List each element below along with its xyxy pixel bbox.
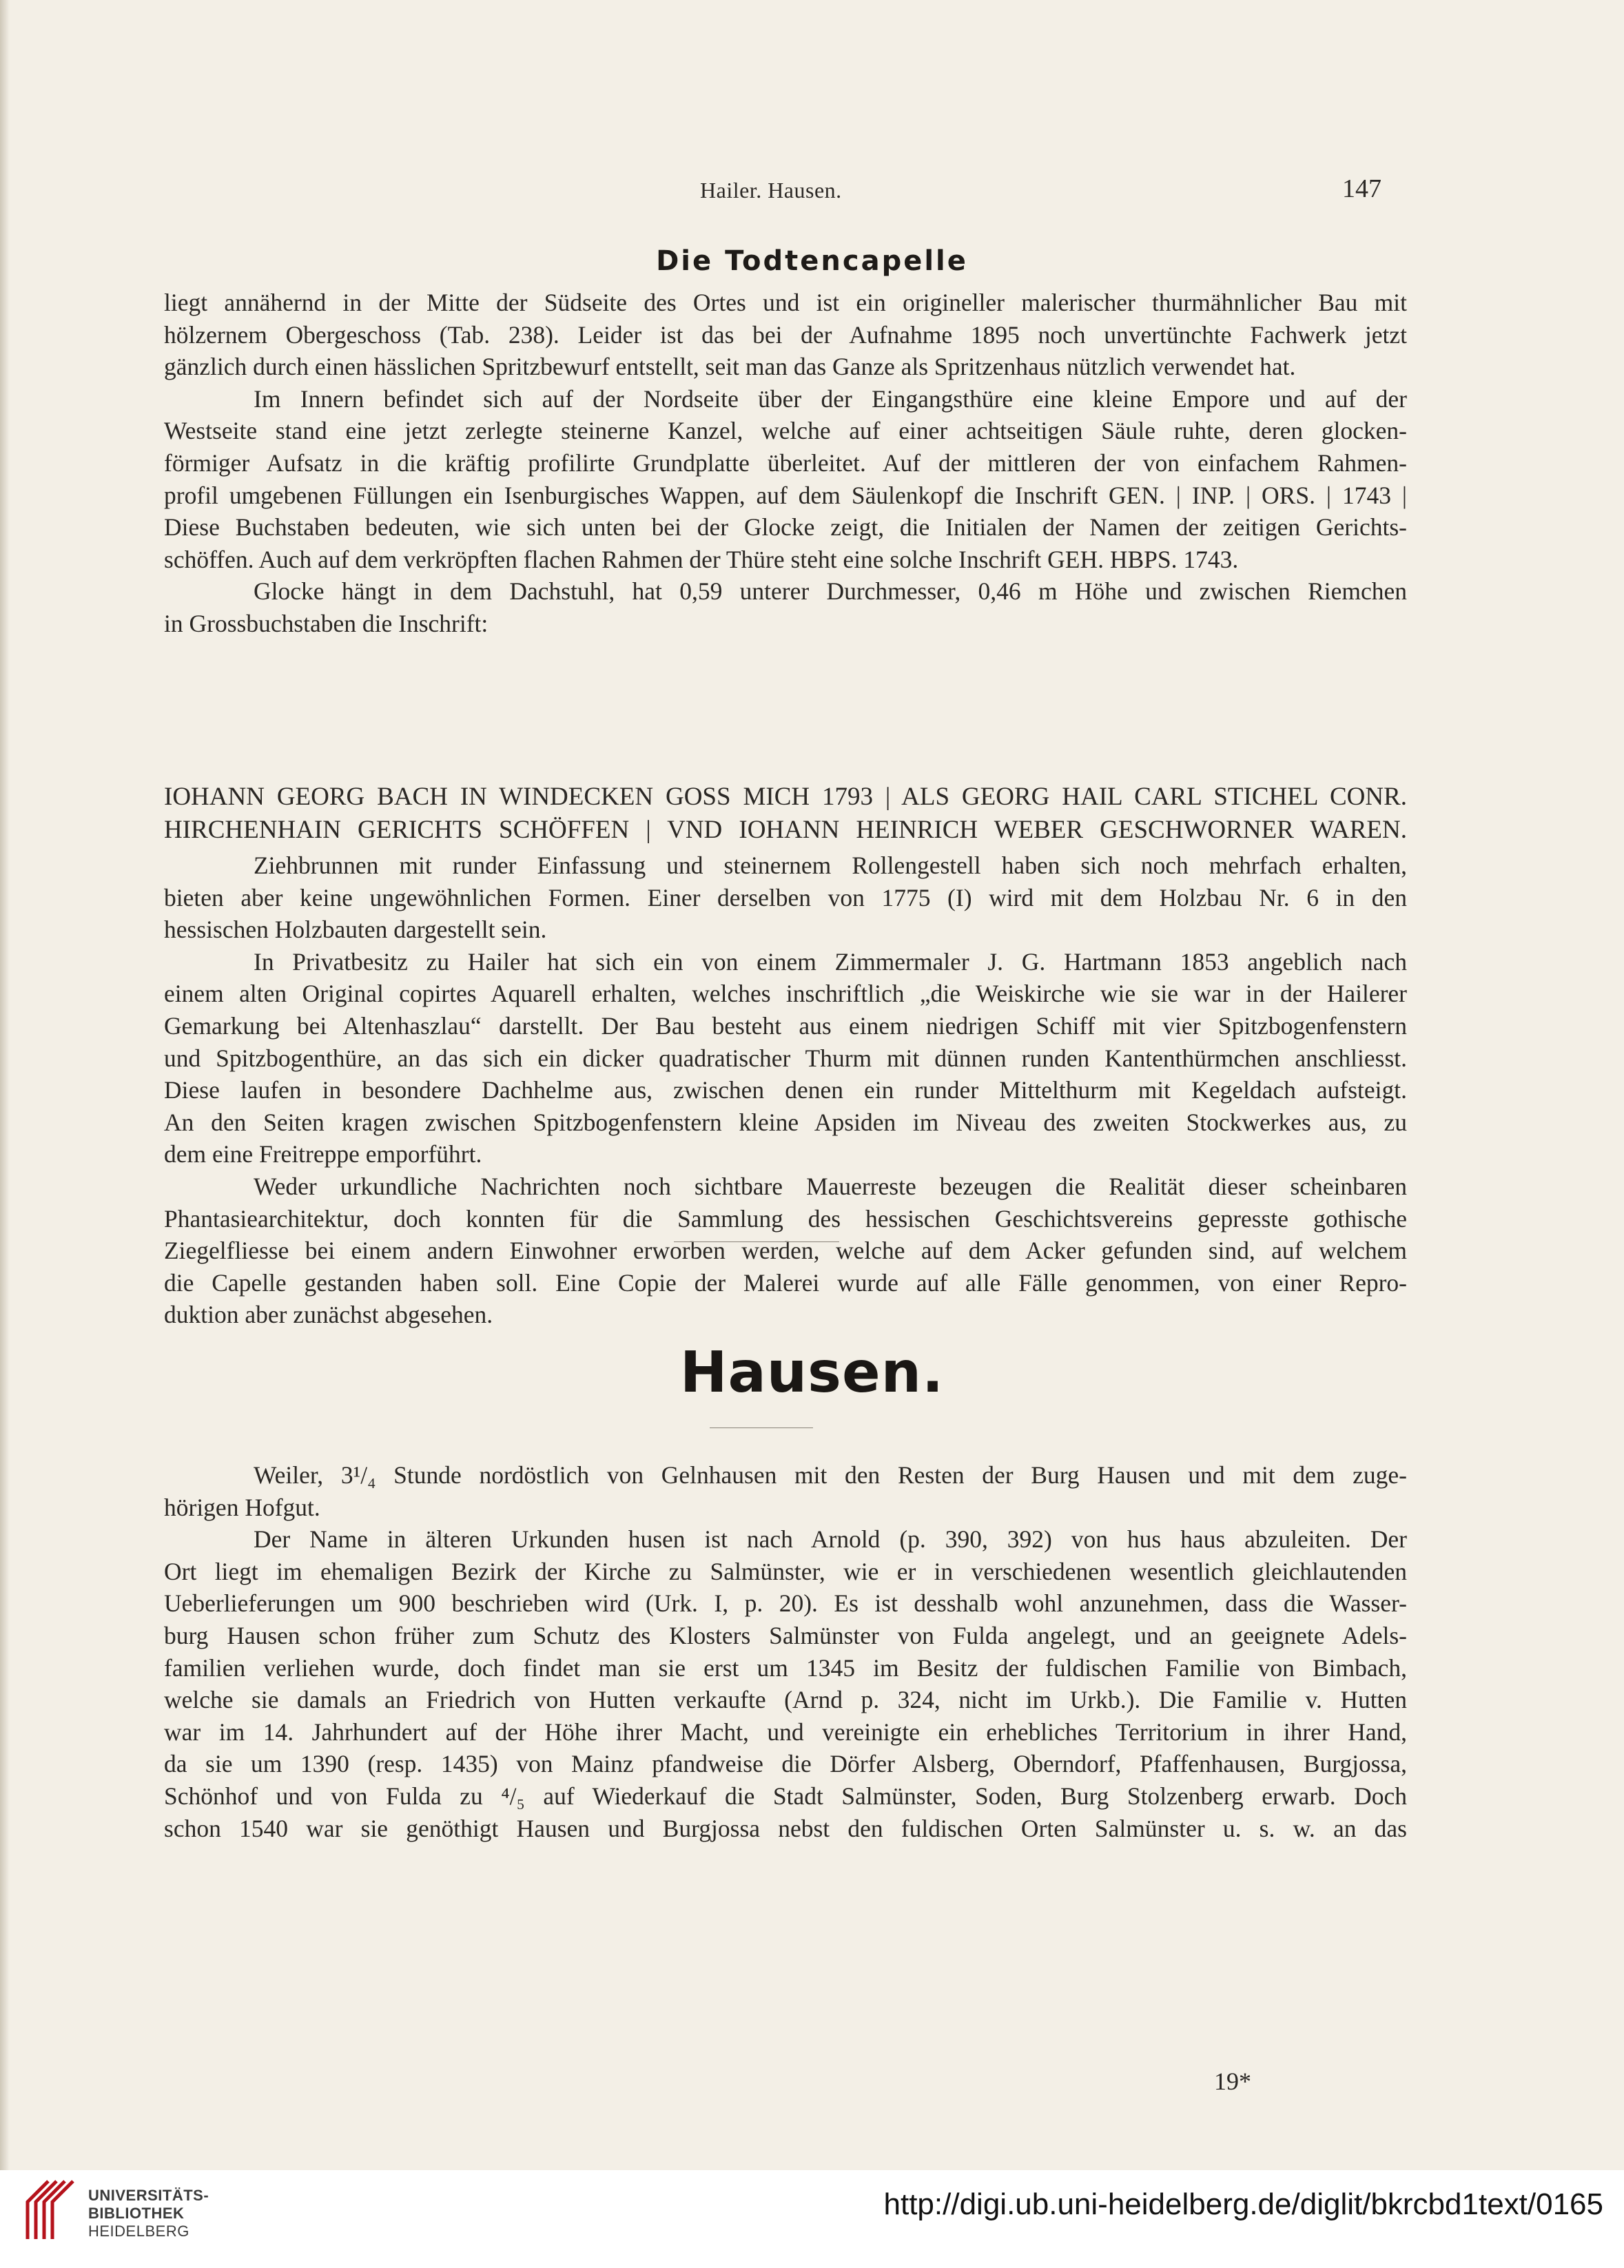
- page-edge-shadow: [0, 0, 10, 2170]
- section-divider: [674, 1241, 839, 1242]
- text-line: Diese Buchstaben bedeuten, wie sich unten bei der Glocke zeigt, die Initialen der Namen der zeitigen Gerichts-: [164, 513, 1407, 542]
- library-name-line3: HEIDELBERG: [88, 2223, 189, 2240]
- text-line: hessischen Holzbauten dargestellt sein.: [164, 916, 547, 944]
- text-line: Weder urkundliche Nachrichten noch sichtbare Mauerreste bezeugen die Realität dieser scheinbaren: [254, 1172, 1407, 1200]
- text-line: Phantasiearchitektur, doch konnten für die Sammlung des hessischen Geschichtsvereins gepresste gothische: [164, 1204, 1407, 1233]
- text-line: Weiler, 3¹/₄ Stunde nordöstlich von Gelnhausen mit den Resten der Burg Hausen und mit dem zuge-: [254, 1461, 1407, 1489]
- text-line: duktion aber zunächst abgesehen.: [164, 1301, 493, 1329]
- text-line: dem eine Freitreppe emporführt.: [164, 1140, 482, 1168]
- inscription-line: HIRCHENHAIN GERICHTS SCHÖFFEN | VND IOHANN HEINRICH WEBER GESCHWORNER WAREN.: [164, 816, 1407, 844]
- text-line: welche sie damals an Friedrich von Hutten verkaufte (Arnd p. 324, nicht im Urkb.). Die Familie v. Hutten: [164, 1686, 1407, 1714]
- text-line: da sie um 1390 (resp. 1435) von Mainz pfandweise die Dörfer Alsberg, Oberndorf, Pfaffenhausen, Burgjossa,: [164, 1750, 1407, 1778]
- bell-inscription: [164, 781, 1407, 847]
- text-line: und Spitzbogenthüre, an das sich ein dicker quadratischer Thurm mit dünnen runden Kantenthürmchen anschliesst.: [164, 1044, 1407, 1072]
- text-line: Der Name in älteren Urkunden husen ist nach Arnold (p. 390, 392) von hus haus abzuleiten. Der: [254, 1525, 1407, 1554]
- text-line: schon 1540 war sie genöthigt Hausen und Burgjossa nebst den fuldischen Orten Salmünster u. s. w. an das: [164, 1814, 1407, 1842]
- text-line: hörigen Hofgut.: [164, 1493, 320, 1521]
- text-line: in Grossbuchstaben die Inschrift:: [164, 609, 489, 637]
- text-line: Westseite stand eine jetzt zerlegte steinerne Kanzel, welche auf einer achtseitigen Säule ruhte, deren glocken-: [164, 417, 1407, 445]
- text-line: bieten aber keine ungewöhnlichen Formen. Einer derselben von 1775 (I) wird mit dem Holzbau Nr. 6 in den: [164, 883, 1407, 911]
- library-name-line1: UNIVERSITÄTS-: [88, 2187, 209, 2204]
- text-block-hausen: [164, 1459, 1407, 1844]
- text-line: Ziehbrunnen mit runder Einfassung und steinernem Rollengestell haben sich noch mehrfach erhalten,: [254, 852, 1407, 879]
- library-name: [88, 2187, 209, 2240]
- text-line: liegt annähernd in der Mitte der Südseite des Ortes und ist ein origineller malerischer thurmähnlicher Bau mit: [164, 289, 1407, 316]
- text-line: An den Seiten kragen zwischen Spitzbogenfenstern kleine Apsiden im Niveau des zweiten Stockwerkes aus, zu: [164, 1108, 1407, 1136]
- text-line: Diese laufen in besondere Dachhelme aus, zwischen denen ein runder Mittelthurm mit Kegeldach aufsteigt.: [164, 1076, 1407, 1104]
- text-line: hölzernem Obergeschoss (Tab. 238). Leider ist das bei der Aufnahme 1895 noch unvertünchte Fachwerk jetzt: [164, 320, 1407, 349]
- source-url-link[interactable]: http://digi.ub.uni-heidelberg.de/diglit/bkrcbd1text/0165: [883, 2187, 1603, 2221]
- text-line: schöffen. Auch auf dem verkröpften flachen Rahmen der Thüre steht eine solche Inschrift GEH. HBPS. 1743.: [164, 545, 1239, 573]
- title-divider: [710, 1427, 813, 1428]
- library-name-line2: BIBLIOTHEK: [88, 2205, 185, 2222]
- text-line: In Privatbesitz zu Hailer hat sich ein von einem Zimmermaler J. G. Hartmann 1853 angeblich nach: [254, 947, 1407, 976]
- running-head: Hailer. Hausen.: [700, 178, 842, 203]
- signature-mark: 19*: [1214, 2068, 1251, 2095]
- chapter-title: Hausen.: [679, 1340, 945, 1405]
- text-line: Ort liegt im ehemaligen Bezirk der Kirche zu Salmünster, wie er in verschiedenen wesentlich gleichlautenden: [164, 1557, 1407, 1585]
- text-line: Schönhof und von Fulda zu ⁴/₅ auf Wiederkauf die Stadt Salmünster, Soden, Burg Stolzenberg erwarb. Doch: [164, 1782, 1407, 1810]
- inscription-line: IOHANN GEORG BACH IN WINDECKEN GOSS MICH 1793 | ALS GEORG HAIL CARL STICHEL CONR.: [164, 783, 1407, 811]
- text-block-todtencapelle: [164, 287, 1407, 640]
- section-heading: Die Todtencapelle: [656, 245, 968, 277]
- text-line: familien verliehen wurde, doch findet man sie erst um 1345 im Besitz der fuldischen Familie von Bimbach,: [164, 1653, 1407, 1682]
- text-line: Gemarkung bei Altenhaszlau“ darstellt. Der Bau besteht aus einem niedrigen Schiff mit vier Spitzbogenfenstern: [164, 1011, 1407, 1040]
- text-line: Glocke hängt in dem Dachstuhl, hat 0,59 unterer Durchmesser, 0,46 m Höhe und zwischen Riemchen: [254, 577, 1407, 606]
- text-line: einem alten Original copirtes Aquarell erhalten, welches inschriftlich „die Weiskirche wie sie war in der Hailerer: [164, 980, 1407, 1008]
- text-line: burg Hausen schon früher zum Schutz des Klosters Salmünster von Fulda angelegt, und an geeignete Adels-: [164, 1621, 1407, 1649]
- text-line: förmiger Aufsatz in die kräftig profilirte Grundplatte überleitet. Auf der mittleren der von einfachem Rahmen-: [164, 449, 1407, 477]
- ub-heidelberg-logo-icon: [21, 2176, 77, 2245]
- text-block-brunnen-aquarell: [164, 849, 1407, 1331]
- text-line: profil umgebenen Füllungen ein Isenburgisches Wappen, auf dem Säulenkopf die Inschrift GEN. | INP. | ORS. | 1743 |: [164, 481, 1407, 509]
- page-number: 147: [1342, 174, 1381, 203]
- text-line: gänzlich durch einen hässlichen Spritzbewurf entstellt, seit man das Ganze als Spritzenhaus nützlich verwendet hat.: [164, 353, 1296, 381]
- text-line: war im 14. Jahrhundert auf der Höhe ihrer Macht, und vereinigte ein erhebliches Territorium in ihrer Hand,: [164, 1718, 1407, 1746]
- text-line: Ueberlieferungen um 900 beschrieben wird (Urk. I, p. 20). Es ist desshalb wohl anzunehmen, dass die Wasser-: [164, 1589, 1407, 1618]
- text-line: Im Innern befindet sich auf der Nordseite über der Eingangsthüre eine kleine Empore und auf der: [254, 384, 1407, 413]
- text-line: die Capelle gestanden haben soll. Eine Copie der Malerei wurde auf alle Fälle genommen, von einer Repro-: [164, 1268, 1407, 1297]
- text-line: Ziegelfliesse bei einem andern Einwohner erworben werden, welche auf dem Acker gefunden sind, auf welchem: [164, 1237, 1407, 1265]
